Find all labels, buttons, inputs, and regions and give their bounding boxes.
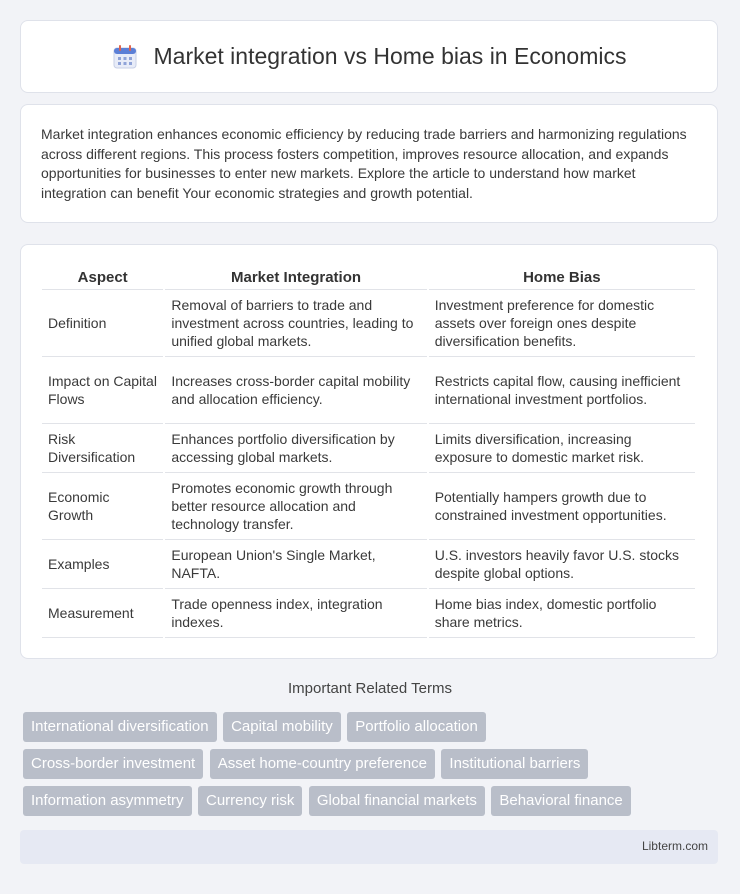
related-term-tag[interactable]: Asset home-country preference — [210, 749, 435, 779]
comparison-table — [40, 265, 697, 638]
intro-text: Market integration enhances economic efficiency by reducing trade barriers and harmonizing regulations across different regions. This process fosters competition, improves resource allocation, and expands opportunities for businesses to enter new markets. Explore the article to understand how market integration can benefit Your economic strategies and growth potential. — [41, 126, 687, 201]
table-row — [42, 290, 695, 357]
related-term-tag[interactable]: Cross-border investment — [23, 749, 203, 779]
related-term-tag[interactable]: Currency risk — [198, 786, 302, 816]
table-cell: Increases cross-border capital mobility and allocation efficiency. — [165, 357, 426, 424]
related-term-tag[interactable]: Portfolio allocation — [347, 712, 486, 742]
table-cell: Removal of barriers to trade and investment across countries, leading to unified global markets. — [165, 290, 426, 357]
related-terms-title: Important Related Terms — [288, 680, 452, 697]
table-row — [42, 473, 695, 540]
table-cell: Enhances portfolio diversification by accessing global markets. — [165, 424, 426, 473]
related-term-tag[interactable]: Information asymmetry — [23, 786, 192, 816]
table-cell: Home bias index, domestic portfolio share metrics. — [429, 589, 695, 638]
table-cell: Investment preference for domestic assets over foreign ones despite diversification benefits. — [429, 290, 695, 357]
table-cell: U.S. investors heavily favor U.S. stocks despite global options. — [429, 540, 695, 589]
related-terms-list — [23, 712, 723, 823]
intro-card — [20, 104, 718, 223]
related-term-tag[interactable]: Institutional barriers — [441, 749, 588, 779]
table-row — [42, 540, 695, 589]
table-cell: Risk Diversification — [42, 424, 163, 473]
table-cell: Measurement — [42, 589, 163, 638]
calendar-icon — [112, 44, 138, 70]
footer-link[interactable]: Libterm.com — [641, 839, 708, 853]
table-cell: Potentially hampers growth due to constrained investment opportunities. — [429, 473, 695, 540]
table-cell: Limits diversification, increasing exposure to domestic market risk. — [429, 424, 695, 473]
table-cell: Definition — [42, 290, 163, 357]
related-term-tag[interactable]: Global financial markets — [309, 786, 485, 816]
page-title: Market integration vs Home bias in Economics — [153, 43, 627, 69]
related-term-tag[interactable]: Capital mobility — [223, 712, 341, 742]
related-term-tag[interactable]: Behavioral finance — [491, 786, 630, 816]
table-cell: Economic Growth — [42, 473, 163, 540]
column-header: Home Bias — [429, 265, 695, 290]
table-cell: Promotes economic growth through better resource allocation and technology transfer. — [165, 473, 426, 540]
table-cell: Restricts capital flow, causing inefficient international investment portfolios. — [429, 357, 695, 424]
related-term-tag[interactable]: International diversification — [23, 712, 217, 742]
comparison-card — [20, 244, 718, 659]
footer — [20, 830, 718, 864]
table-row — [42, 357, 695, 424]
column-header: Aspect — [42, 265, 163, 290]
table-cell: Examples — [42, 540, 163, 589]
table-cell: Trade openness index, integration indexes. — [165, 589, 426, 638]
table-cell: Impact on Capital Flows — [42, 357, 163, 424]
table-cell: European Union's Single Market, NAFTA. — [165, 540, 426, 589]
table-row — [42, 589, 695, 638]
column-header: Market Integration — [165, 265, 426, 290]
header-card — [20, 20, 718, 93]
table-row — [42, 424, 695, 473]
